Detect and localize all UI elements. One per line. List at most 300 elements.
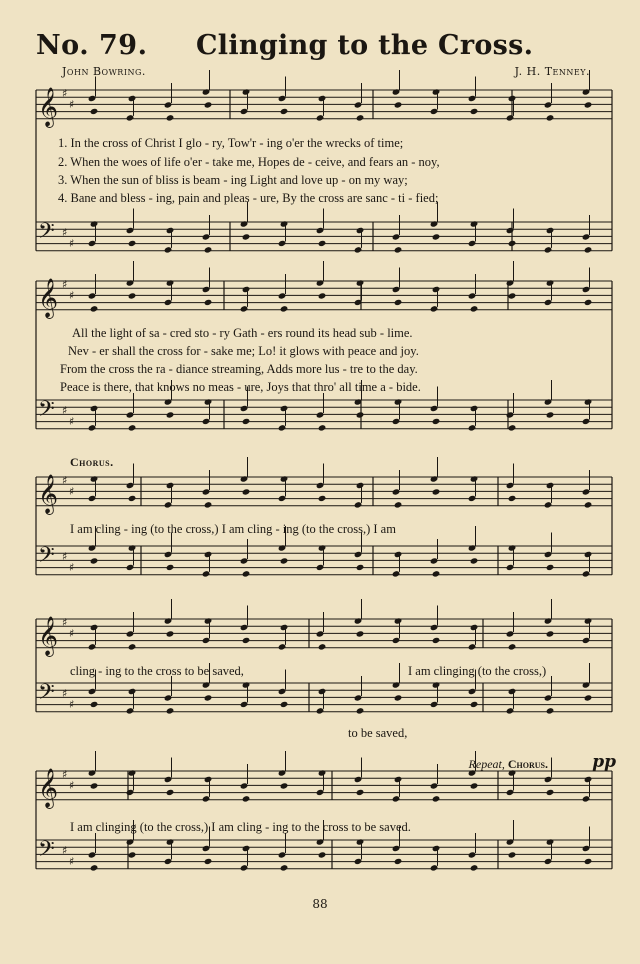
note-head (90, 864, 99, 871)
note-head (356, 279, 365, 286)
note-head (278, 95, 287, 102)
note-head (584, 551, 593, 558)
note-head (280, 782, 289, 789)
note-head (240, 475, 249, 482)
sharp-sign: ♯ (69, 779, 75, 792)
note-head (128, 544, 137, 551)
note-head (394, 246, 403, 253)
note-head (316, 227, 325, 234)
chorus-line-1: I am cling - ing (to the cross,) I am cling - ing (to the cross,) I am (70, 522, 396, 536)
verse-4-line-a: 4. Bane and bless - ing, pain and pleas - ure, By the cross are sanc - ti - fied; (58, 191, 439, 205)
note-head (128, 688, 137, 695)
note-head (240, 557, 249, 564)
note-head (88, 643, 97, 650)
note-head (508, 688, 517, 695)
sharp-sign: ♯ (62, 474, 68, 487)
note-head (166, 411, 175, 418)
note-head (280, 624, 289, 631)
note-head (354, 246, 363, 253)
sharp-sign: ♯ (69, 698, 75, 711)
verse-2-line-b: Nev - er shall the cross for - sake me; Lo! it glows with peace and joy. (68, 344, 419, 358)
note-head (508, 292, 517, 299)
note-head (394, 694, 403, 701)
note-head (164, 398, 173, 405)
note-head (126, 279, 135, 286)
chorus-line-2b: I am clinging (to the cross,) (408, 664, 547, 678)
note-head (90, 220, 99, 227)
note-head (126, 789, 135, 796)
note-head (430, 475, 439, 482)
note-head (432, 286, 441, 293)
sharp-sign: ♯ (62, 844, 68, 857)
note-head (318, 851, 327, 858)
note-head (544, 776, 553, 783)
note-head (356, 114, 365, 121)
note-head (202, 286, 211, 293)
note-head (202, 418, 211, 425)
note-head (202, 570, 211, 577)
note-head (204, 246, 213, 253)
note-head (166, 279, 175, 286)
note-head (354, 858, 363, 865)
note-head (88, 292, 97, 299)
note-head (126, 564, 135, 571)
note-head (470, 475, 479, 482)
note-head (316, 482, 325, 489)
note-head (584, 299, 593, 306)
note-head (394, 101, 403, 108)
note-head (204, 776, 213, 783)
note-head (506, 482, 515, 489)
note-head (166, 114, 175, 121)
note-head (394, 858, 403, 865)
note-head (242, 418, 251, 425)
note-head (166, 564, 175, 571)
note-head (582, 418, 591, 425)
note-head (202, 637, 211, 644)
sharp-sign: ♯ (62, 550, 68, 563)
dynamic-pp: pp (592, 752, 616, 772)
note-head (432, 681, 441, 688)
note-head (470, 624, 479, 631)
treble-clef: 𝄞 (38, 87, 59, 127)
note-head (508, 424, 517, 431)
note-head (278, 292, 287, 299)
note-head (468, 688, 477, 695)
note-head (204, 694, 213, 701)
note-head (280, 701, 289, 708)
note-head (202, 795, 211, 802)
note-head (164, 858, 173, 865)
sharp-sign: ♯ (62, 616, 68, 629)
note-head (432, 418, 441, 425)
verse-3-line-b: From the cross the ra - diance streaming, Adds more lus - tre to the day. (60, 362, 418, 376)
note-head (204, 858, 213, 865)
note-head (470, 108, 479, 115)
note-head (88, 688, 97, 695)
note-head (354, 101, 363, 108)
note-head (430, 624, 439, 631)
note-head (90, 624, 99, 631)
note-head (240, 220, 249, 227)
note-head (128, 495, 137, 502)
repeat-instruction (469, 757, 548, 772)
note-head (242, 88, 251, 95)
note-head (90, 305, 99, 312)
note-head (584, 101, 593, 108)
note-head (506, 630, 515, 637)
note-head (394, 776, 403, 783)
note-head (318, 424, 327, 431)
bass-clef: 𝄢 (38, 397, 55, 427)
note-head (202, 88, 211, 95)
sharp-sign: ♯ (69, 98, 75, 111)
note-head (278, 769, 287, 776)
note-head (126, 114, 135, 121)
note-head (126, 482, 135, 489)
note-head (392, 795, 401, 802)
note-head (584, 398, 593, 405)
note-head (470, 305, 479, 312)
note-head (240, 305, 249, 312)
note-head (354, 501, 363, 508)
bass-echo: to be saved, (348, 726, 408, 740)
note-head (164, 694, 173, 701)
note-head (88, 495, 97, 502)
note-head (432, 845, 441, 852)
note-head (242, 488, 251, 495)
note-head (506, 279, 515, 286)
note-head (356, 707, 365, 714)
sharp-sign: ♯ (69, 289, 75, 302)
note-head (508, 851, 517, 858)
note-head (392, 845, 401, 852)
note-head (468, 240, 477, 247)
note-head (544, 617, 553, 624)
note-head (430, 108, 439, 115)
note-head (316, 411, 325, 418)
note-head (432, 570, 441, 577)
note-head (316, 789, 325, 796)
note-head (88, 851, 97, 858)
note-head (318, 643, 327, 650)
note-head (544, 694, 553, 701)
sharp-sign: ♯ (62, 768, 68, 781)
note-head (204, 299, 213, 306)
note-head (584, 246, 593, 253)
treble-clef: 𝄞 (38, 474, 59, 514)
note-head (126, 630, 135, 637)
sharp-sign: ♯ (69, 237, 75, 250)
note-head (240, 624, 249, 631)
note-head (316, 279, 325, 286)
note-head (582, 637, 591, 644)
note-head (88, 424, 97, 431)
note-head (90, 557, 99, 564)
chorus-line-3: I am clinging (to the cross,) I am cling - ing to the cross to be saved. (70, 820, 411, 834)
note-head (582, 488, 591, 495)
note-head (126, 411, 135, 418)
note-head (240, 108, 249, 115)
note-head (318, 544, 327, 551)
treble-clef: 𝄞 (38, 278, 59, 318)
note-head (90, 701, 99, 708)
note-head (166, 838, 175, 845)
note-head (546, 630, 555, 637)
note-head (394, 617, 403, 624)
note-head (242, 233, 251, 240)
note-head (584, 501, 593, 508)
note-head (164, 551, 173, 558)
note-head (164, 246, 173, 253)
note-head (280, 220, 289, 227)
note-head (470, 557, 479, 564)
note-head (392, 233, 401, 240)
note-head (468, 424, 477, 431)
note-head (88, 544, 97, 551)
chorus-label: Chorus. (70, 455, 114, 469)
note-head (506, 707, 515, 714)
note-head (546, 789, 555, 796)
note-head (470, 864, 479, 871)
note-head (164, 617, 173, 624)
note-head (582, 681, 591, 688)
note-head (432, 637, 441, 644)
note-head (468, 495, 477, 502)
note-head (280, 557, 289, 564)
note-head (468, 643, 477, 650)
verse-1-line-a: 1. In the cross of Christ I glo - ry, Tow'r - ing o'er the wrecks of time; (58, 136, 404, 150)
sharp-sign: ♯ (69, 485, 75, 498)
repeat-chorus-word: Chorus. (507, 757, 548, 771)
note-head (128, 424, 137, 431)
note-head (392, 286, 401, 293)
note-head (202, 845, 211, 852)
note-head (544, 398, 553, 405)
note-head (354, 617, 363, 624)
note-head (392, 637, 401, 644)
note-head (318, 769, 327, 776)
note-head (546, 482, 555, 489)
note-head (318, 240, 327, 247)
repeat-word: Repeat, (468, 757, 505, 771)
note-head (546, 114, 555, 121)
verse-1-line-b: All the light of sa - cred sto - ry Gath - ers round its head sub - lime. (72, 326, 413, 340)
note-head (430, 864, 439, 871)
note-head (430, 305, 439, 312)
note-head (392, 570, 401, 577)
note-head (506, 789, 515, 796)
bass-clef: 𝄢 (38, 219, 55, 249)
note-head (204, 551, 213, 558)
note-head (88, 240, 97, 247)
note-head (240, 782, 249, 789)
page-number: 88 (312, 897, 328, 911)
note-head (432, 795, 441, 802)
note-head (392, 88, 401, 95)
note-head (430, 220, 439, 227)
note-head (278, 495, 287, 502)
note-head (394, 501, 403, 508)
note-head (356, 564, 365, 571)
note-head (356, 482, 365, 489)
note-head (280, 305, 289, 312)
note-head (546, 838, 555, 845)
note-head (90, 108, 99, 115)
note-head (432, 488, 441, 495)
note-head (164, 501, 173, 508)
note-head (90, 405, 99, 412)
note-head (392, 681, 401, 688)
note-head (468, 95, 477, 102)
note-head (544, 299, 553, 306)
note-head (204, 101, 213, 108)
note-head (278, 643, 287, 650)
note-head (318, 495, 327, 502)
sharp-sign: ♯ (69, 855, 75, 868)
note-head (202, 488, 211, 495)
bass-clef: 𝄢 (38, 543, 55, 573)
note-head (544, 246, 553, 253)
bass-clef: 𝄢 (38, 680, 55, 710)
note-head (166, 789, 175, 796)
note-head (470, 220, 479, 227)
note-head (468, 292, 477, 299)
treble-clef: 𝄞 (38, 768, 59, 808)
note-head (202, 233, 211, 240)
note-head (546, 279, 555, 286)
note-head (356, 411, 365, 418)
note-head (90, 475, 99, 482)
note-head (202, 681, 211, 688)
note-head (508, 495, 517, 502)
note-head (280, 108, 289, 115)
note-head (544, 101, 553, 108)
sharp-sign: ♯ (62, 404, 68, 417)
note-head (394, 398, 403, 405)
note-head (584, 617, 593, 624)
note-head (508, 544, 517, 551)
note-head (354, 694, 363, 701)
note-head (166, 227, 175, 234)
note-head (544, 858, 553, 865)
note-head (204, 501, 213, 508)
note-head (430, 701, 439, 708)
note-head (394, 551, 403, 558)
note-head (546, 227, 555, 234)
note-head (584, 776, 593, 783)
note-head (506, 411, 515, 418)
sharp-sign: ♯ (62, 87, 68, 100)
note-head (544, 501, 553, 508)
sharp-sign: ♯ (62, 687, 68, 700)
note-head (240, 864, 249, 871)
note-head (278, 424, 287, 431)
note-head (582, 286, 591, 293)
note-head (506, 227, 515, 234)
note-head (240, 405, 249, 412)
note-head (88, 95, 97, 102)
note-head (582, 570, 591, 577)
verse-2-line-a: 2. When the woes of life o'er - take me, Hopes de - ceive, and fears an - noy, (58, 155, 440, 169)
note-head (468, 851, 477, 858)
note-head (316, 564, 325, 571)
note-head (278, 544, 287, 551)
note-head (128, 769, 137, 776)
bass-clef: 𝄢 (38, 837, 55, 867)
note-head (544, 551, 553, 558)
note-head (546, 411, 555, 418)
note-head (280, 405, 289, 412)
note-head (356, 630, 365, 637)
note-head (128, 643, 137, 650)
note-head (164, 776, 173, 783)
note-head (546, 564, 555, 571)
note-head (506, 564, 515, 571)
note-head (356, 789, 365, 796)
note-head (546, 707, 555, 714)
note-head (506, 114, 515, 121)
sharp-sign: ♯ (62, 226, 68, 239)
note-head (430, 405, 439, 412)
note-head (278, 240, 287, 247)
note-head (166, 707, 175, 714)
note-head (468, 544, 477, 551)
note-head (356, 227, 365, 234)
hymn-number: No. 79. (36, 30, 148, 61)
note-head (128, 292, 137, 299)
note-head (316, 707, 325, 714)
sharp-sign: ♯ (69, 627, 75, 640)
note-head (204, 617, 213, 624)
note-head (278, 851, 287, 858)
note-head (280, 475, 289, 482)
note-head (242, 795, 251, 802)
note-head (470, 701, 479, 708)
note-head (506, 838, 515, 845)
note-head (318, 292, 327, 299)
note-head (582, 233, 591, 240)
chorus-line-2a: cling - ing to the cross to be saved, (70, 664, 244, 678)
note-head (318, 95, 327, 102)
note-head (430, 557, 439, 564)
sharp-sign: ♯ (69, 415, 75, 428)
note-head (582, 795, 591, 802)
note-head (354, 776, 363, 783)
note-head (128, 851, 137, 858)
treble-clef: 𝄞 (38, 616, 59, 656)
verse-4-line-b: Peace is there, that knows no meas - ure, Joys that thro' all time a - bide. (60, 380, 421, 394)
note-head (318, 688, 327, 695)
note-head (126, 838, 135, 845)
note-head (278, 688, 287, 695)
sharp-sign: ♯ (69, 561, 75, 574)
note-head (166, 630, 175, 637)
note-head (316, 630, 325, 637)
note-head (242, 845, 251, 852)
note-head (90, 782, 99, 789)
note-head (582, 88, 591, 95)
note-head (242, 637, 251, 644)
note-head (508, 240, 517, 247)
note-head (316, 838, 325, 845)
note-head (584, 694, 593, 701)
note-head (394, 299, 403, 306)
note-head (430, 782, 439, 789)
note-head (508, 95, 517, 102)
note-head (242, 681, 251, 688)
note-head (432, 88, 441, 95)
